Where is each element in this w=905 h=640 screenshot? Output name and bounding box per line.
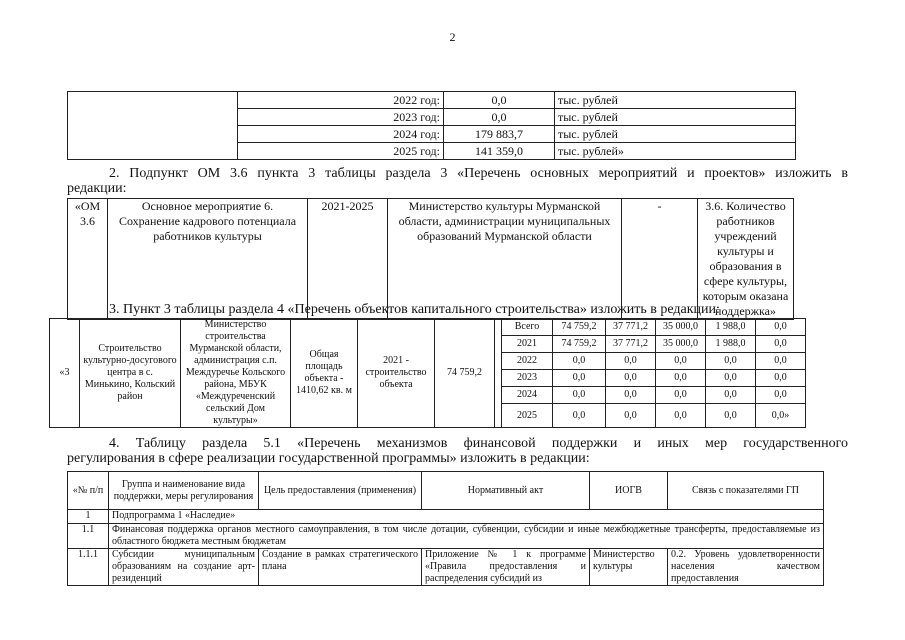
budget-unit: тыс. рублей»: [555, 143, 796, 160]
paragraph-4-line1: 4. Таблицу раздела 5.1 «Перечень механизмов финансовой поддержки и иных мер государственного: [109, 436, 848, 451]
construction-amount: 0,0: [606, 370, 656, 387]
construction-amount: 74 759,2: [553, 319, 606, 336]
row111-link: 0.2. Уровень удовлетворенности населения качеством предоставления: [668, 549, 824, 586]
om-name: Основное мероприятие 6. Сохранение кадрового потенциала работников культуры: [108, 199, 308, 320]
construction-amount: 0,0: [756, 353, 806, 370]
budget-year: 2024 год:: [238, 126, 444, 143]
construction-amount: 1 988,0: [706, 336, 756, 353]
budget-year: 2022 год:: [238, 92, 444, 109]
construction-amount: 0,0: [656, 353, 706, 370]
construction-spacer: [495, 319, 502, 428]
mechanisms-table: [67, 471, 824, 586]
header-group: Группа и наименование вида поддержки, меры регулирования: [109, 472, 259, 510]
construction-table: [49, 318, 806, 428]
construction-amount: 74 759,2: [553, 336, 606, 353]
header-num: «№ п/п: [68, 472, 109, 510]
construction-amount: 37 771,2: [606, 336, 656, 353]
om-code: «ОМ 3.6: [68, 199, 108, 320]
construction-year: 2025: [502, 404, 553, 428]
construction-row: [50, 319, 806, 336]
construction-num: «3: [50, 319, 80, 428]
construction-year: Всего: [502, 319, 553, 336]
budget-value: 0,0: [444, 92, 555, 109]
construction-amount: 1 988,0: [706, 319, 756, 336]
construction-amount: 0,0»: [756, 404, 806, 428]
construction-amount: 35 000,0: [656, 319, 706, 336]
construction-year: 2022: [502, 353, 553, 370]
paragraph-3: 3. Пункт 3 таблицы раздела 4 «Перечень объектов капитального строительства» изложить в редакции:: [109, 302, 720, 317]
om-executors: Министерство культуры Мурманской области, администрации муниципальных образований Мурманской области: [388, 199, 622, 320]
paragraph-2-line1: 2. Подпункт ОМ 3.6 пункта 3 таблицы раздела 3 «Перечень основных мероприятий и проектов» изложить в: [109, 166, 848, 181]
construction-year: 2024: [502, 387, 553, 404]
construction-amount: 0,0: [756, 319, 806, 336]
budget-value: 179 883,7: [444, 126, 555, 143]
construction-amount: 0,0: [606, 353, 656, 370]
construction-amount: 0,0: [606, 387, 656, 404]
construction-year: 2021: [502, 336, 553, 353]
om-period: 2021-2025: [308, 199, 388, 320]
paragraph-4-line2: регулирования в сфере реализации государственной программы» изложить в редакции:: [67, 451, 590, 466]
mechanisms-row-1: [68, 510, 824, 524]
header-link: Связь с показателями ГП: [668, 472, 824, 510]
construction-amount: 0,0: [656, 387, 706, 404]
construction-amount: 0,0: [756, 370, 806, 387]
budget-empty-cell: [68, 92, 238, 109]
row111-act: Приложение № 1 к программе «Правила предоставления и распределения субсидий из: [422, 549, 590, 586]
construction-amount: 0,0: [706, 353, 756, 370]
construction-year: 2023: [502, 370, 553, 387]
row111-group: Субсидии муниципальным образованиям на создание арт-резиденций: [109, 549, 259, 586]
budget-empty-cell: [68, 109, 238, 126]
budget-row: [68, 92, 796, 109]
row111-iogv: Министерство культуры: [590, 549, 668, 586]
mechanisms-row-1-1: [68, 524, 824, 549]
header-act: Нормативный акт: [422, 472, 590, 510]
row11-num: 1.1: [68, 524, 109, 549]
construction-capacity: Общая площадь объекта - 1410,62 кв. м: [291, 319, 358, 428]
construction-amount: 0,0: [656, 404, 706, 428]
construction-period: 2021 - строительство объекта: [358, 319, 435, 428]
mechanisms-header-row: [68, 472, 824, 510]
budget-table: [67, 91, 796, 160]
construction-cost: 74 759,2: [435, 319, 495, 428]
budget-value: 141 359,0: [444, 143, 555, 160]
construction-amount: 0,0: [606, 404, 656, 428]
budget-row: [68, 126, 796, 143]
row111-goal: Создание в рамках стратегического плана: [259, 549, 422, 586]
construction-amount: 35 000,0: [656, 336, 706, 353]
header-iogv: ИОГВ: [590, 472, 668, 510]
budget-unit: тыс. рублей: [555, 109, 796, 126]
construction-amount: 37 771,2: [606, 319, 656, 336]
paragraph-2: [67, 166, 848, 196]
construction-object: Строительство культурно-досугового центра в с. Минькино, Кольский район: [80, 319, 181, 428]
om-dash: -: [622, 199, 698, 320]
construction-amount: 0,0: [706, 387, 756, 404]
construction-amount: 0,0: [553, 404, 606, 428]
budget-row: [68, 143, 796, 160]
construction-amount: 0,0: [706, 404, 756, 428]
page-number: 2: [449, 30, 456, 44]
om-indicator: 3.6. Количество работников учреждений культуры и образования в сфере культуры, которым оказана поддержка»: [698, 199, 794, 320]
row11-text: Финансовая поддержка органов местного самоуправления, в том числе дотации, субвенции, субсидии и иные межбюджетные трансферты, предоставляемые из областного бюджета местным бюджетам: [109, 524, 824, 549]
mechanisms-row-1-1-1: [68, 549, 824, 586]
row1-text: Подпрограмма 1 «Наследие»: [109, 510, 824, 524]
construction-customer: Министерство строительства Мурманской области, администрация с.п. Междуречье Кольского района, МБУК «Междуреченский сельский Дом культуры»: [181, 319, 291, 428]
header-goal: Цель предоставления (применения): [259, 472, 422, 510]
row111-num: 1.1.1: [68, 549, 109, 586]
construction-amount: 0,0: [756, 336, 806, 353]
budget-value: 0,0: [444, 109, 555, 126]
row1-num: 1: [68, 510, 109, 524]
construction-amount: 0,0: [756, 387, 806, 404]
construction-amount: 0,0: [553, 387, 606, 404]
paragraph-4: [67, 436, 848, 466]
budget-row: [68, 109, 796, 126]
paragraph-2-line2: редакции:: [67, 181, 127, 196]
construction-amount: 0,0: [706, 370, 756, 387]
budget-unit: тыс. рублей: [555, 92, 796, 109]
construction-amount: 0,0: [553, 353, 606, 370]
budget-empty-cell: [68, 126, 238, 143]
construction-amount: 0,0: [553, 370, 606, 387]
budget-year: 2023 год:: [238, 109, 444, 126]
construction-amount: 0,0: [656, 370, 706, 387]
budget-unit: тыс. рублей: [555, 126, 796, 143]
budget-year: 2025 год:: [238, 143, 444, 160]
budget-empty-cell: [68, 143, 238, 160]
